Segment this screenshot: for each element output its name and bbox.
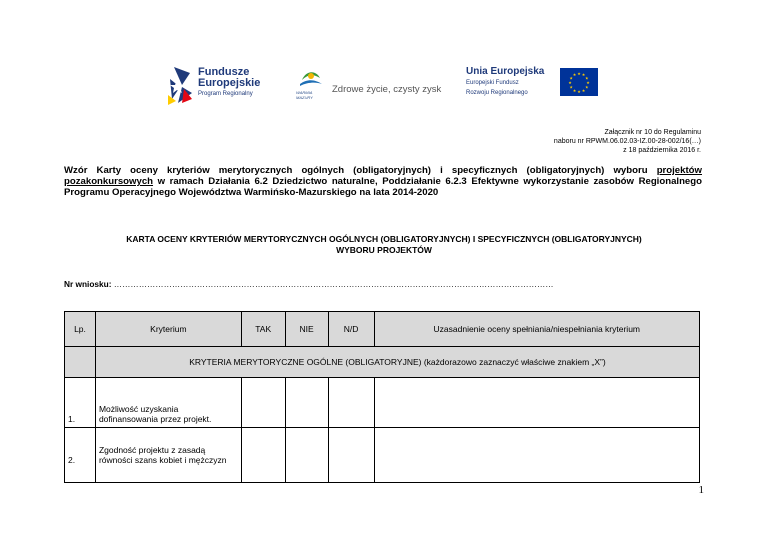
svg-text:★: ★: [585, 84, 589, 90]
svg-text:★: ★: [568, 80, 572, 85]
annex-line-1: Załącznik nr 10 do Regulaminu: [604, 129, 701, 136]
svg-text:★: ★: [586, 80, 590, 85]
application-number-field[interactable]: ……………………………………………………………………………………………………………………………………………: [113, 279, 554, 289]
eu-fund-2: Rozwoju Regionalnego: [466, 90, 528, 96]
fe-title-2: Europejskie: [198, 77, 261, 89]
page-number: 1: [698, 484, 704, 496]
section-row: [65, 347, 700, 378]
table-row: [65, 378, 700, 428]
application-number-label: Nr wniosku:: [64, 279, 112, 289]
header-tak: TAK: [241, 312, 285, 347]
eu-flag-icon: [560, 68, 598, 96]
fe-title-1: Fundusze: [198, 66, 250, 78]
row-tak-cell[interactable]: [241, 378, 285, 428]
title-part-2: w ramach Działania 6.2 Dziedzictwo naturalne, Poddziałanie 6.2.3 Efektywne wykorzystanie zasobów Regionalnego Programu Operacyjnego Województwa Warmińsko-Mazurskiego na lata 2014-2020: [64, 176, 702, 198]
application-number: [64, 279, 554, 289]
header-justification: Uzasadnienie oceny spełniania/niespełniania kryterium: [374, 312, 699, 347]
card-title: [64, 234, 704, 256]
eu-title: Unia Europejska: [466, 66, 545, 77]
row-justification-cell[interactable]: [374, 428, 699, 483]
section-label: KRYTERIA MERYTORYCZNE OGÓLNE (OBLIGATORYJNE) (każdorazowo zaznaczyć właściwe znakiem „X”): [95, 347, 699, 378]
warmia-mazury-icon: [298, 68, 324, 90]
eu-fund-1: Europejski Fundusz: [466, 80, 519, 86]
logo-bar: [0, 60, 768, 110]
svg-text:★: ★: [577, 71, 581, 76]
row-lp: 2.: [65, 428, 96, 483]
card-title-line-1: KARTA OCENY KRYTERIÓW MERYTORYCZNYCH OGÓLNYCH (OBLIGATORYJNYCH) I SPECYFICZNYCH (OBLIGATORYJNYCH): [126, 234, 642, 244]
svg-text:★: ★: [569, 84, 573, 90]
svg-text:★: ★: [581, 72, 586, 78]
row-nd-cell[interactable]: [328, 378, 374, 428]
table-row: [65, 428, 700, 483]
svg-text:★: ★: [585, 75, 589, 81]
eu-text: [466, 66, 558, 97]
row-justification-cell[interactable]: [374, 378, 699, 428]
fe-star-icon: [168, 65, 194, 105]
card-title-line-2: WYBORU PROJEKTÓW: [336, 245, 432, 255]
svg-text:★: ★: [572, 87, 577, 93]
svg-text:★: ★: [581, 87, 586, 93]
table-header-row: [65, 312, 700, 347]
header-criterion: Kryterium: [95, 312, 241, 347]
row-tak-cell[interactable]: [241, 428, 285, 483]
wm-line-1: WARMIA: [296, 90, 313, 95]
document-title: [64, 165, 702, 198]
svg-text:★: ★: [577, 89, 581, 94]
fe-subtitle: Program Regionalny: [198, 91, 253, 97]
row-criterion: Możliwość uzyskania dofinansowania przez projekt.: [95, 378, 241, 428]
annex-reference: [554, 128, 701, 155]
annex-line-3: z 18 października 2016 r.: [623, 147, 701, 154]
title-part-1: Wzór Karty oceny kryteriów merytorycznych ogólnych (obligatoryjnych) i specyficznych (obligatoryjnych) wyboru: [64, 165, 657, 176]
row-lp: 1.: [65, 378, 96, 428]
row-criterion: Zgodność projektu z zasadą równości szans kobiet i mężczyzn: [95, 428, 241, 483]
title-underlined: projektów pozakonkursowych: [64, 165, 702, 187]
warmia-mazury-logo: [296, 68, 326, 106]
header-nie: NIE: [285, 312, 328, 347]
row-nie-cell[interactable]: [285, 378, 328, 428]
header-nd: N/D: [328, 312, 374, 347]
row-nd-cell[interactable]: [328, 428, 374, 483]
wm-line-2: MAZURY: [296, 95, 313, 100]
criteria-table: [64, 311, 700, 483]
row-nie-cell[interactable]: [285, 428, 328, 483]
svg-text:★: ★: [572, 72, 577, 78]
svg-text:★: ★: [569, 75, 573, 81]
annex-line-2: naboru nr RPWM.06.02.03-IZ.00-28-002/16(…): [553, 138, 701, 145]
header-lp: Lp.: [65, 312, 96, 347]
wm-slogan: Zdrowe życie, czysty zysk: [332, 84, 442, 95]
fundusze-europejskie-logo: [168, 65, 273, 105]
